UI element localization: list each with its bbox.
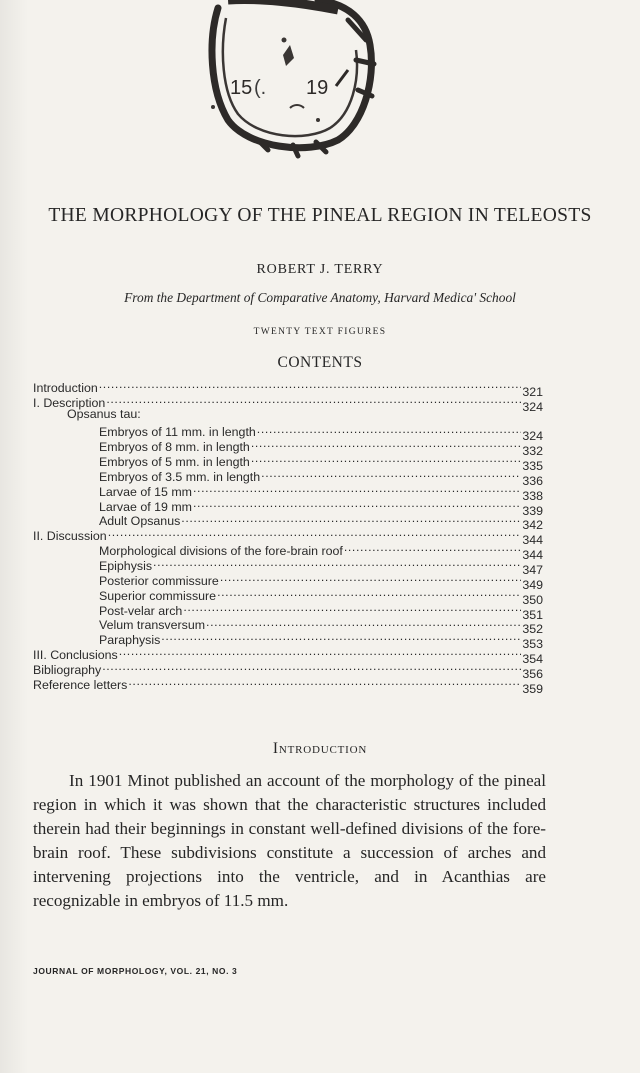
- toc-leader-dots: [344, 540, 522, 555]
- toc-leader-dots: [119, 644, 522, 659]
- toc-leader-dots: [193, 481, 521, 496]
- contents-heading: CONTENTS: [277, 354, 363, 371]
- toc-entry-label: Embryos of 11 mm. in length: [99, 425, 256, 440]
- toc-entry-page: 332: [522, 444, 543, 459]
- toc-entry-page: 352: [522, 622, 543, 637]
- toc-entry-label: Posterior commissure: [99, 573, 219, 588]
- toc-entry-page: 350: [522, 592, 543, 607]
- toc-entry-page: 349: [522, 577, 543, 592]
- toc-entry-label: Superior commissure: [99, 588, 217, 603]
- toc-leader-dots: [181, 511, 521, 526]
- toc-entry: [33, 659, 543, 681]
- toc-entry-label: Morphological divisions of the fore-brain roof: [99, 544, 343, 559]
- toc-entry-page: 356: [522, 666, 543, 681]
- toc-entry-label: Larvae of 19 mm: [99, 499, 192, 514]
- svg-text:15: 15: [230, 77, 253, 99]
- toc-leader-dots: [251, 451, 522, 466]
- toc-entry-page: 351: [522, 607, 543, 622]
- toc-entry-page: 324: [522, 399, 543, 414]
- toc-leader-dots: [220, 570, 522, 585]
- toc-entry-page: 353: [522, 637, 543, 652]
- author-name: ROBERT J. TERRY: [256, 262, 384, 277]
- introduction-paragraph: In 1901 Minot published an account of the morphology of the pineal region in which it was shown that the characteristic structures included therein had their beginnings in constant well-defined divisions of the fore-brain roof. These subdivisions constitute a succession of arches and intervening projections into the ventricle, and in Acanthias are recognizable in embryos of 11.5 mm.: [33, 771, 546, 910]
- toc-entry-page: 321: [522, 384, 543, 399]
- toc-leader-dots: [217, 585, 521, 600]
- table-of-contents: [33, 377, 543, 696]
- toc-entry-label: III. Conclusions: [33, 648, 118, 663]
- toc-entry-page: 339: [522, 503, 543, 518]
- library-stamp-icon: [198, 0, 378, 160]
- journal-footer: JOURNAL OF MORPHOLOGY, VOL. 21, NO. 3: [33, 966, 238, 976]
- toc-entry-label: Velum transversum: [99, 618, 206, 633]
- toc-entry-page: 342: [522, 518, 543, 533]
- toc-entry: [33, 525, 543, 548]
- toc-leader-dots: [153, 555, 521, 570]
- svg-text:19: 19: [306, 77, 329, 99]
- toc-entry-label: Opsanus tau:: [67, 406, 141, 421]
- toc-entry-label: Embryos of 8 mm. in length: [99, 440, 250, 455]
- toc-entry-page: 335: [522, 459, 543, 474]
- toc-entry-page: 324: [522, 429, 543, 444]
- introduction-heading: Introduction: [272, 740, 368, 757]
- author-affiliation: From the Department of Comparative Anatomy, Harvard Medica' School: [124, 290, 516, 305]
- toc-entry: [33, 422, 543, 444]
- toc-entry-page: 359: [522, 681, 543, 696]
- page-edge-shadow: [0, 0, 28, 1073]
- toc-leader-dots: [193, 496, 521, 511]
- toc-entry: [33, 674, 543, 696]
- toc-leader-dots: [102, 659, 521, 674]
- toc-entry-label: II. Discussion: [33, 529, 107, 544]
- toc-entry-label: Epiphysis: [99, 558, 153, 573]
- toc-entry: [33, 407, 543, 422]
- toc-entry-label: Embryos of 5 mm. in length: [99, 455, 250, 470]
- toc-entry-page: 336: [522, 473, 543, 488]
- toc-leader-dots: [106, 392, 521, 407]
- toc-entry-page: 354: [522, 652, 543, 667]
- toc-leader-dots: [257, 422, 522, 437]
- toc-entry-page: 347: [522, 562, 543, 577]
- svg-text:(.: (.: [254, 77, 267, 99]
- toc-leader-dots: [251, 436, 522, 451]
- toc-entry-label: Reference letters: [33, 677, 128, 692]
- toc-entry-label: Bibliography: [33, 662, 102, 677]
- toc-entry-label: Larvae of 15 mm: [99, 484, 192, 499]
- toc-leader-dots: [183, 600, 521, 615]
- toc-entry-page: 344: [522, 548, 543, 563]
- toc-leader-dots: [261, 466, 521, 481]
- toc-entry-label: Embryos of 3.5 mm. in length: [99, 469, 261, 484]
- toc-entry: [33, 377, 543, 399]
- toc-entry: [33, 540, 543, 563]
- toc-entry-label: Post-velar arch: [99, 603, 183, 618]
- toc-leader-dots: [128, 674, 521, 689]
- toc-leader-dots: [161, 629, 521, 644]
- toc-entry-label: Adult Opsanus: [99, 514, 181, 529]
- toc-leader-dots: [108, 525, 522, 540]
- article-title: THE MORPHOLOGY OF THE PINEAL REGION IN TELEOSTS: [48, 205, 592, 226]
- toc-entry-label: Introduction: [33, 380, 98, 395]
- figures-note: TWENTY TEXT FIGURES: [253, 327, 387, 337]
- toc-leader-dots: [206, 615, 521, 630]
- toc-entry-label: Paraphysis: [99, 633, 161, 648]
- toc-entry-page: 344: [522, 533, 543, 548]
- toc-entry-label: I. Description: [33, 395, 106, 410]
- toc-entry-page: 338: [522, 488, 543, 503]
- toc-leader-dots: [99, 377, 522, 392]
